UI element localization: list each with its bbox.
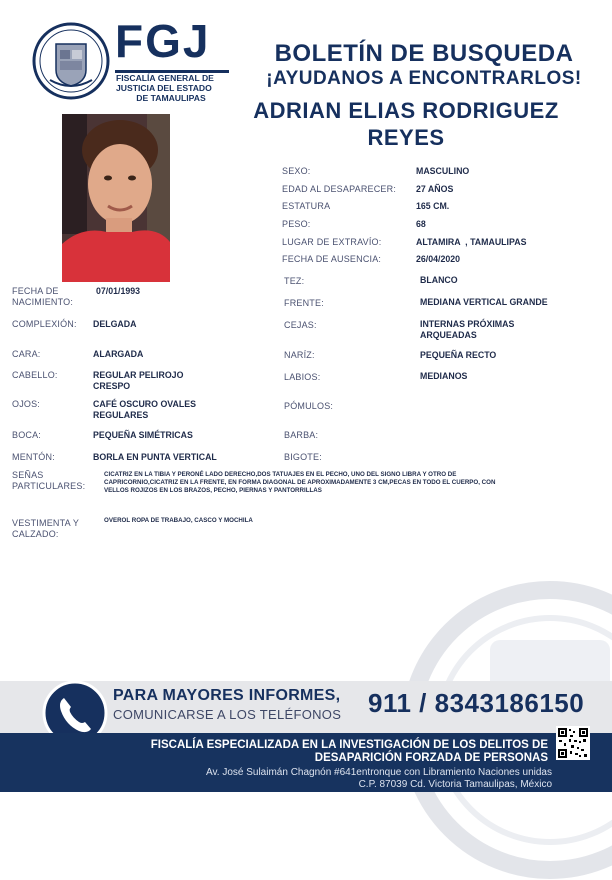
qr-code-icon[interactable] [556, 726, 590, 760]
person-photo [62, 114, 170, 282]
place-label: LUGAR DE EXTRAVÍO: [282, 237, 382, 247]
person-photo-image [62, 114, 170, 282]
org-line: DE TAMAULIPAS [136, 93, 206, 103]
absence-date-label: FECHA DE AUSENCIA: [282, 254, 382, 264]
eyes-value-line: REGULARES [93, 410, 149, 420]
footer-title-line: DESAPARICIÓN FORZADA DE PERSONAS [314, 752, 548, 764]
contact-title: PARA MAYORES INFORMES, [113, 687, 341, 704]
skin-label: TEZ: [284, 276, 305, 286]
person-name-line: ADRIAN ELIAS RODRIGUEZ [253, 98, 559, 123]
weight-value: 68 [416, 219, 426, 229]
hair-label: CABELLO: [12, 370, 58, 380]
birth-label-line: FECHA DE [12, 286, 59, 296]
marks-label [12, 470, 85, 492]
forehead-value: MEDIANA VERTICAL GRANDE [420, 297, 548, 307]
brows-label: CEJAS: [284, 320, 317, 330]
complexion-label: COMPLEXIÓN: [12, 319, 77, 329]
birth-value: 07/01/1993 [96, 286, 141, 296]
cheekbones-label: PÓMULOS: [284, 401, 334, 411]
clothing-label-line: CALZADO: [12, 529, 59, 539]
complexion-value: DELGADA [93, 319, 137, 329]
skin-value: BLANCO [420, 275, 458, 285]
nose-label: NARÍZ: [284, 350, 315, 360]
clothing-label-line: VESTIMENTA Y [12, 518, 80, 528]
logo-text: FGJ [115, 15, 211, 67]
forehead-label: FRENTE: [284, 298, 324, 308]
org-line: FISCALÍA GENERAL DE [116, 73, 214, 83]
clothing-value: OVEROL ROPA DE TRABAJO, CASCO Y MOCHILA [104, 517, 253, 524]
height-label: ESTATURA [282, 201, 331, 211]
footer-address [140, 767, 552, 791]
phone-number[interactable]: 911 / 8343186150 [368, 688, 585, 718]
person-name [236, 97, 576, 151]
lips-value: MEDIANOS [420, 371, 468, 381]
marks-label-line: PARTICULARES: [12, 481, 86, 491]
mouth-label: BOCA: [12, 430, 42, 440]
absence-date-value: 26/04/2020 [416, 254, 461, 264]
footer-title-line: FISCALÍA ESPECIALIZADA EN LA INVESTIGACIÓN DE LOS DELITOS DE [150, 739, 548, 751]
beard-label: BARBA: [284, 430, 319, 440]
bulletin-subtitle: ¡AYUDANOS A ENCONTRARLOS! [266, 68, 582, 89]
birth-label [12, 286, 73, 308]
marks-value [104, 471, 564, 495]
brows-value-line: INTERNAS PRÓXIMAS [420, 319, 515, 329]
age-label: EDAD AL DESAPARECER: [282, 184, 397, 194]
sex-value: MASCULINO [416, 166, 470, 176]
eyes-label: OJOS: [12, 399, 41, 409]
hair-value [93, 370, 183, 392]
org-line: JUSTICIA DEL ESTADO [116, 83, 212, 93]
marks-label-line: SEÑAS [12, 470, 44, 480]
brows-value-line: ARQUEADAS [420, 330, 477, 340]
hair-value-line: REGULAR PELIROJO [93, 370, 184, 380]
footer-address-line: C.P. 87039 Cd. Victoria Tamaulipas, México [358, 779, 552, 790]
chin-label: MENTÓN: [12, 452, 55, 462]
weight-label: PESO: [282, 219, 311, 229]
face-value: ALARGADA [93, 349, 144, 359]
sex-label: SEXO: [282, 166, 311, 176]
marks-line: CAPRICORNIO,CICATRIZ EN LA FRENTE, EN FORMA DIAGONAL DE APROXIMADAMENTE 3 CM,PECAS EN TODO EL CUERPO, CON [104, 479, 496, 486]
mouth-value: PEQUEÑA SIMÉTRICAS [93, 430, 193, 440]
face-label: CARA: [12, 349, 41, 359]
marks-line: CICATRIZ EN LA TIBIA Y PERONÉ LADO DERECHO,DOS TATUAJES EN EL PECHO, UNO DEL SIGNO LIBRA Y OTRO DE [104, 471, 457, 478]
chin-value: BORLA EN PUNTA VERTICAL [93, 452, 217, 462]
org-name [116, 73, 234, 103]
lips-label: LABIOS: [284, 372, 321, 382]
bulletin-title: BOLETÍN DE BUSQUEDA [274, 40, 574, 67]
person-name-line: REYES [367, 125, 445, 150]
brows-value [420, 319, 514, 341]
eyes-value-line: CAFÉ OSCURO OVALES [93, 399, 196, 409]
eyes-value [93, 399, 196, 421]
nose-value: PEQUEÑA RECTO [420, 350, 497, 360]
hair-value-line: CRESPO [93, 381, 131, 391]
place-value: ALTAMIRA , TAMAULIPAS [416, 237, 527, 247]
height-value: 165 CM. [416, 201, 450, 211]
clothing-label [12, 518, 79, 540]
contact-subtitle: COMUNICARSE A LOS TELÉFONOS [113, 707, 342, 722]
footer-address-line: Av. José Sulaimán Chagnón #641entronque con Libramiento Naciones unidas [206, 767, 552, 778]
footer-title [150, 739, 548, 765]
marks-line: VELLOS ROJIZOS EN LOS BRAZOS, PECHO, PIERNAS Y PANTORRILLAS [104, 487, 322, 494]
mustache-label: BIGOTE: [284, 452, 322, 462]
birth-label-line: NACIMIENTO: [12, 297, 74, 307]
state-seal-icon [32, 22, 110, 100]
age-value: 27 AÑOS [416, 184, 454, 194]
